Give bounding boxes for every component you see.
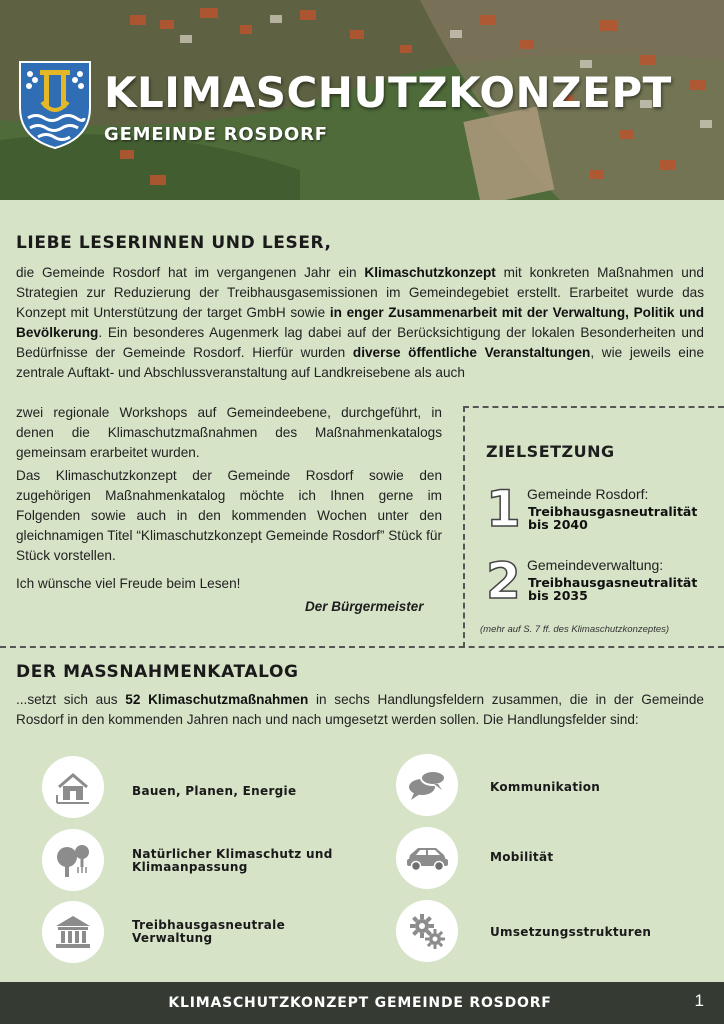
field-icon-umsetzung — [396, 900, 458, 962]
municipal-coat-of-arms-icon — [16, 58, 94, 150]
letter-paragraph-1: die Gemeinde Rosdorf hat im vergangenen Jahr ein Klimaschutzkonzept mit konkreten Maßnahmen und Strategien zur Reduzierung der Treibhausgasemissionen im Gemeindegebiet erstellt. Erarbeitet wurde das Konzept mit Unterstützung der target GmbH sowie in enger Zusammenarbeit mit der Verwaltung, Politik und Bevölkerung. Ein besonderes Augenmerk lag dabei auf der Berücksichtigung der lokalen Besonderheiten und Bedürfnisse der Gemeinde Rosdorf. Hierfür wurden diverse öffentliche Veranstaltungen, wie jeweils eine zentrale Auftakt- und Abschlussveranstaltung auf Landkreisebene als auch — [16, 265, 705, 380]
katalog-heading: DER MASSNAHMENKATALOG — [16, 662, 299, 682]
speech-bubbles-icon — [406, 765, 448, 805]
goal-1-number: 1 — [486, 480, 521, 538]
letter-paragraph-2: Das Klimaschutzkonzept der Gemeinde Rosdorf sowie den zugehörigen Maßnahmenkatalog möchte ich Ihnen gerne im Folgenden sowie auch in den kommenden Wochen unter den gleichnamigen Titel “Klimaschutzkonzept Gemeinde Rosdorf” Stück für Stück vorstellen. — [16, 468, 442, 563]
page-number: 1 — [694, 991, 704, 1010]
field-label-mobilitaet: Mobilität — [490, 850, 554, 864]
field-label-kommunikation: Kommunikation — [490, 780, 601, 794]
page-subtitle: GEMEINDE ROSDORF — [104, 124, 328, 145]
field-label-umsetzung: Umsetzungsstrukturen — [490, 925, 652, 939]
letter-heading: LIEBE LESERINNEN UND LESER, — [16, 233, 332, 253]
goal-1-value-line-2: bis 2040 — [528, 517, 588, 532]
field-icon-bauen — [42, 756, 104, 818]
field-icon-natur — [42, 829, 104, 891]
footer-text: KLIMASCHUTZKONZEPT GEMEINDE ROSDORF — [168, 995, 552, 1011]
field-icon-verwaltung — [42, 901, 104, 963]
car-icon — [404, 843, 450, 873]
zielsetzung-title: ZIELSETZUNG — [486, 442, 615, 461]
katalog-intro: ...setzt sich aus 52 Klimaschutzmaßnahmen in sechs Handlungsfeldern zusammen, die in der Gemeinde Rosdorf in den kommenden Jahren nach und nach umgesetzt werden sollen. Die Handlungsfelder sind: — [16, 692, 704, 727]
trees-icon — [52, 839, 94, 881]
zielsetzung-reference: (mehr auf S. 7 ff. des Klimaschutzkonzeptes) — [480, 624, 670, 635]
field-label-natur: Natürlicher Klimaschutz und Klimaanpassung — [132, 847, 333, 874]
government-building-icon — [53, 913, 93, 951]
letter-paragraph-1-continued: zwei regionale Workshops auf Gemeindeebene, durchgeführt, in denen die Klimaschutzmaßnahmen des Maßnahmenkatalogs gemeinsam erarbeitet wurden. — [16, 405, 442, 460]
goal-2-label: Gemeindeverwaltung: — [527, 557, 664, 573]
box-divider-top — [463, 406, 724, 408]
field-icon-kommunikation — [396, 754, 458, 816]
goal-2-value-line-1: Treibhausgasneutralität — [528, 575, 698, 590]
gears-icon — [407, 911, 447, 951]
goal-1-value-line-1: Treibhausgasneutralität — [528, 504, 698, 519]
house-plan-icon — [53, 767, 93, 807]
box-divider-vertical — [463, 406, 465, 648]
field-label-bauen: Bauen, Planen, Energie — [132, 784, 297, 798]
footer-bar — [0, 982, 724, 1024]
header-banner — [0, 0, 724, 200]
letter-paragraph-3: Ich wünsche viel Freude beim Lesen! — [16, 576, 241, 591]
section-divider — [0, 646, 724, 648]
field-label-verwaltung: Treibhausgasneutrale Verwaltung — [132, 918, 286, 945]
goal-2-value-line-2: bis 2035 — [528, 588, 588, 603]
field-icon-mobilitaet — [396, 827, 458, 889]
goal-1-label: Gemeinde Rosdorf: — [527, 486, 649, 502]
page-title: KLIMASCHUTZKONZEPT — [104, 68, 672, 117]
goal-2-number: 2 — [486, 552, 521, 610]
signature: Der Bürgermeister — [305, 599, 424, 614]
